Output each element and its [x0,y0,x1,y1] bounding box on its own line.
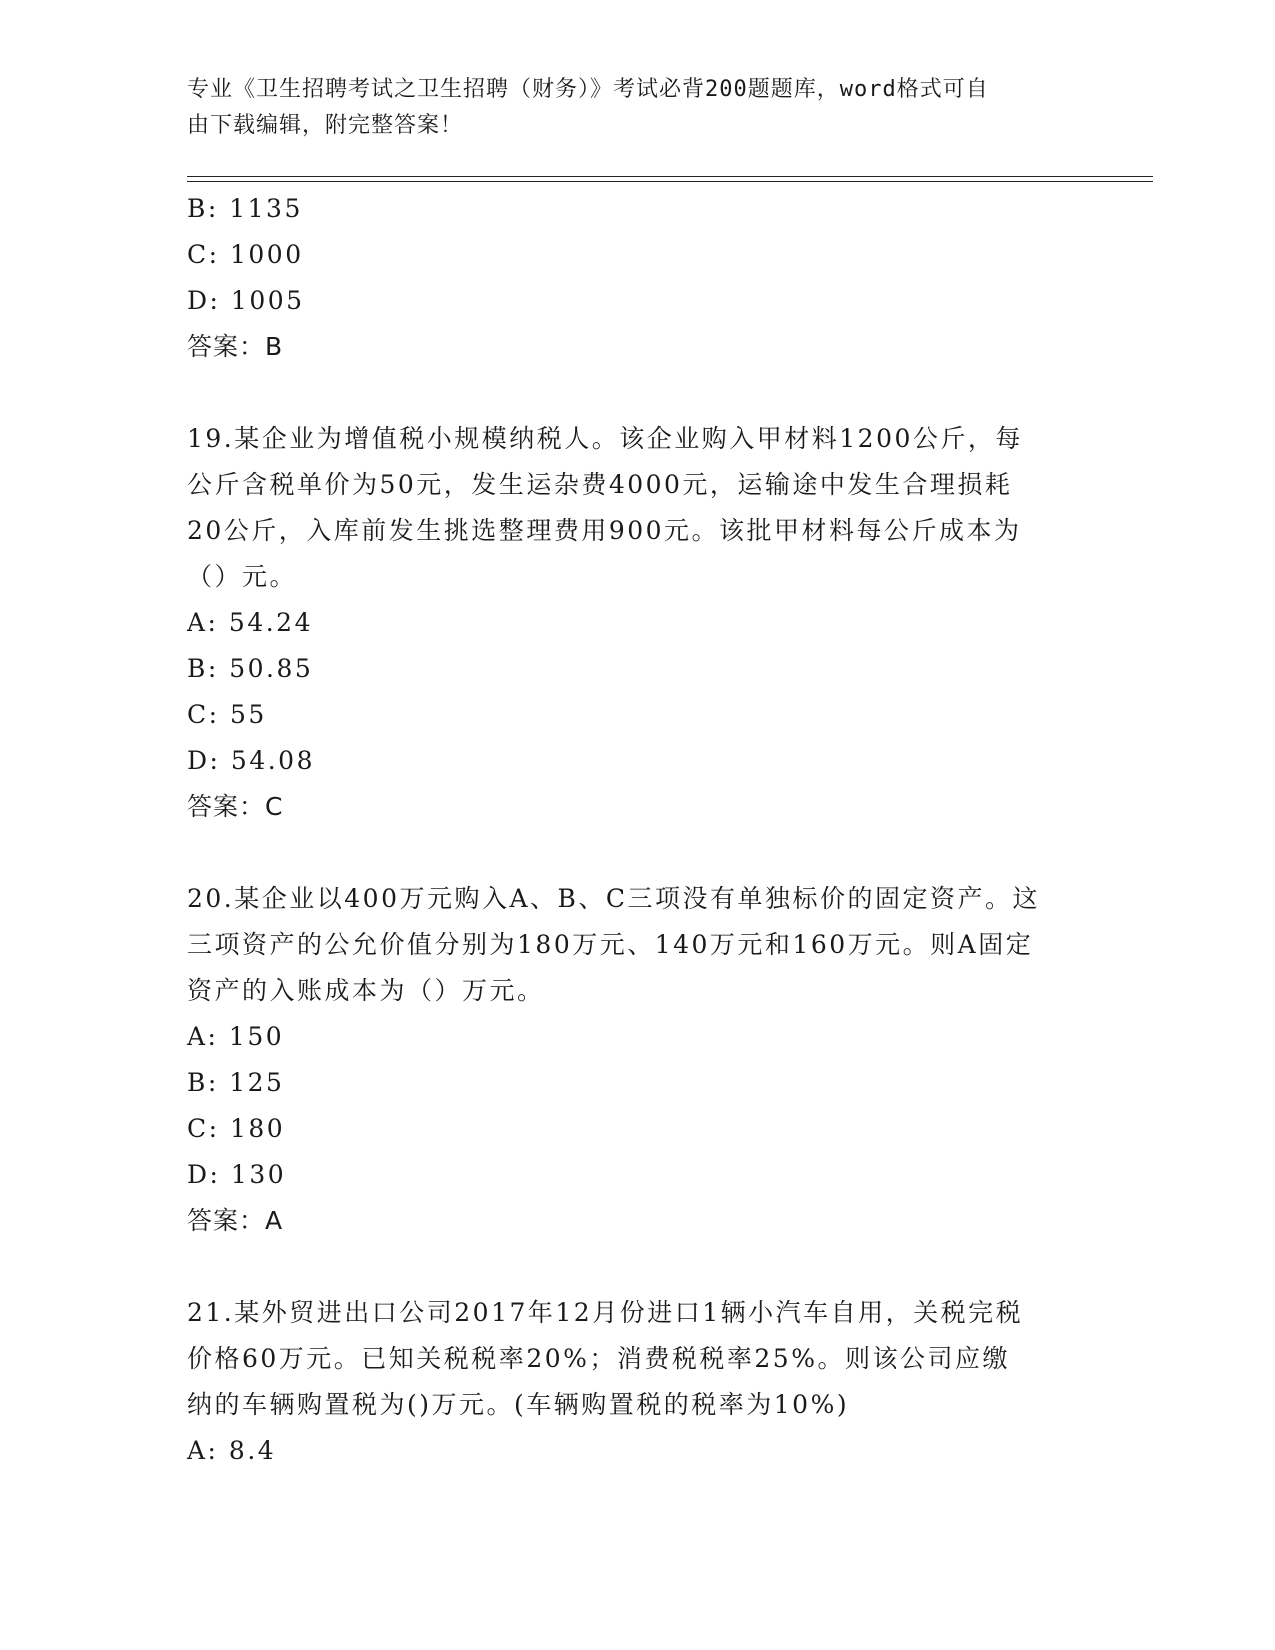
header-divider-bottom [187,181,1153,182]
option-b: B: 1135 [187,194,303,223]
option-c: C: 180 [187,1114,286,1143]
question-21 [187,1290,1087,1474]
option-b: B: 50.85 [187,654,314,683]
spacer [187,830,1087,876]
spacer [187,370,1087,416]
question-stem-line: 纳的车辆购置税为()万元。(车辆购置税的税率为10%) [187,1390,850,1419]
question-stem-line: 三项资产的公允价值分别为180万元、140万元和160万元。则A固定 [187,930,1034,959]
option-a: A: 54.24 [187,608,313,637]
answer-line: 答案：A [187,1206,284,1235]
prev-question [187,186,1087,370]
question-stem-line: 20.某企业以400万元购入A、B、C三项没有单独标价的固定资产。这 [187,884,1041,913]
question-19 [187,416,1087,830]
document-header [187,72,1067,144]
header-line-1: 专业《卫生招聘考试之卫生招聘（财务）》考试必背200题题库，word格式可自 [187,77,989,102]
option-d: D: 130 [187,1160,287,1189]
question-stem-line: 21.某外贸进出口公司2017年12月份进口1辆小汽车自用，关税完税 [187,1298,1024,1327]
option-d: D: 54.08 [187,746,315,775]
answer-line: 答案：B [187,332,284,361]
question-stem-line: 资产的入账成本为（）万元。 [187,976,545,1005]
option-d: D: 1005 [187,286,305,315]
option-a: A: 8.4 [187,1436,277,1465]
document-body [187,186,1087,1474]
question-stem-line: （）元。 [187,562,298,591]
question-stem-line: 19.某企业为增值税小规模纳税人。该企业购入甲材料1200公斤，每 [187,424,1023,453]
option-c: C: 55 [187,700,267,729]
option-a: A: 150 [187,1022,285,1051]
header-divider-top [187,176,1153,177]
question-stem-line: 20公斤，入库前发生挑选整理费用900元。该批甲材料每公斤成本为 [187,516,1022,545]
question-stem-line: 公斤含税单价为50元，发生运杂费4000元，运输途中发生合理损耗 [187,470,1013,499]
option-c: C: 1000 [187,240,304,269]
spacer [187,1244,1087,1290]
option-b: B: 125 [187,1068,285,1097]
header-line-2: 由下载编辑，附完整答案！ [187,113,464,138]
question-20 [187,876,1087,1244]
answer-line: 答案：C [187,792,284,821]
question-stem-line: 价格60万元。已知关税税率20%；消费税税率25%。则该公司应缴 [187,1344,1010,1373]
